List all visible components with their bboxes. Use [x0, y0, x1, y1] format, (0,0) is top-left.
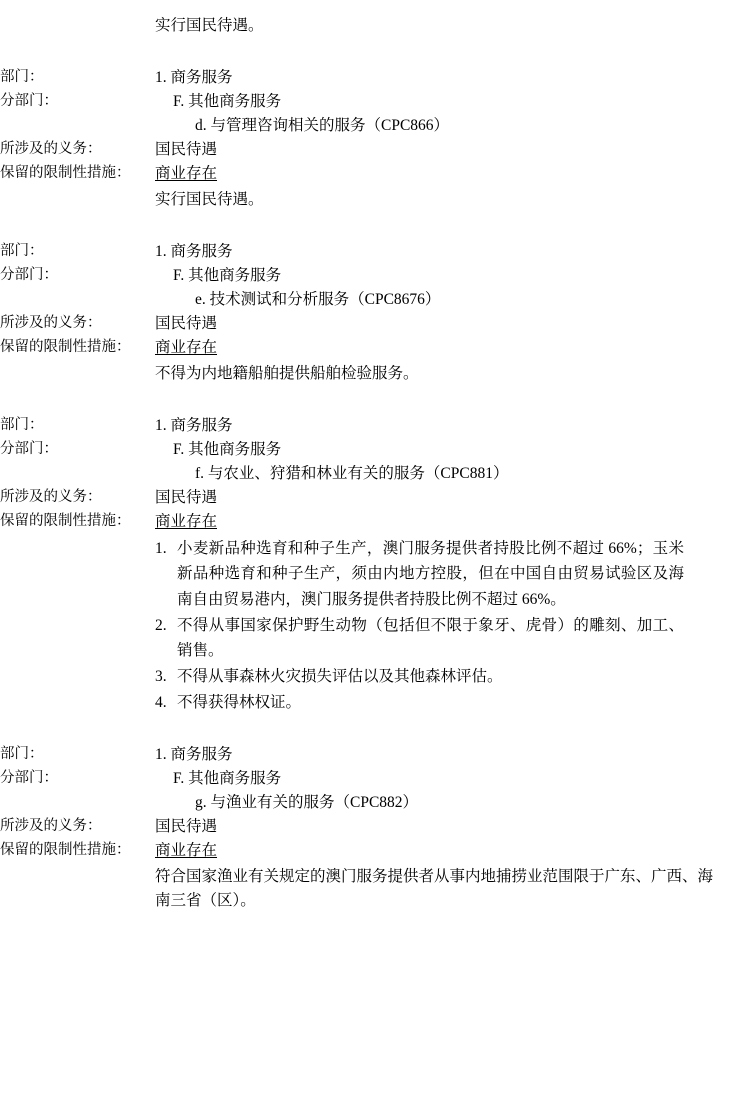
sector-row	[0, 66, 714, 90]
measures-text: 实行国民待遇。	[155, 191, 264, 209]
subsector-label: 分部门：	[0, 441, 58, 458]
item-row	[0, 114, 714, 138]
top-continuation-text: 实行国民待遇。	[155, 17, 264, 34]
obligations-row	[0, 312, 714, 336]
obligations-label: 所涉及的义务：	[0, 818, 102, 835]
sector-row	[0, 414, 714, 438]
commitment-entry	[0, 414, 714, 715]
subsector-value: F. 其他商务服务	[173, 267, 282, 285]
obligations-value: 国民待遇	[155, 818, 218, 836]
obligations-label: 所涉及的义务：	[0, 315, 102, 332]
sector-value: 1. 商务服务	[155, 746, 233, 764]
subsector-row	[0, 264, 714, 288]
obligations-row	[0, 815, 714, 839]
sector-row	[0, 743, 714, 767]
sector-label: 部门：	[0, 69, 44, 86]
obligations-value: 国民待遇	[155, 141, 218, 159]
sector-label: 部门：	[0, 243, 44, 260]
sector-label: 部门：	[0, 746, 44, 763]
measures-list-item: 小麦新品种选育和种子生产，澳门服务提供者持股比例不超过 66%；玉米新品种选育和种子生产，须由内地方控股，但在中国自由贸易试验区及海南自由贸易港内，澳门服务提供者持股比例不超过 66%。	[177, 540, 684, 608]
sector-row	[0, 240, 714, 264]
subsector-value: F. 其他商务服务	[173, 93, 282, 111]
commitment-entry	[0, 240, 714, 386]
item-value: d. 与管理咨询相关的服务（CPC866）	[195, 117, 450, 135]
measures-row	[0, 162, 714, 186]
measures-label: 保留的限制性措施：	[0, 339, 131, 356]
measures-heading: 商业存在	[155, 339, 218, 357]
subsector-row	[0, 767, 714, 791]
measures-label: 保留的限制性措施：	[0, 513, 131, 530]
measures-row	[0, 839, 714, 863]
item-row	[0, 288, 714, 312]
measures-label: 保留的限制性措施：	[0, 842, 131, 859]
measures-row	[0, 336, 714, 360]
sector-value: 1. 商务服务	[155, 417, 233, 435]
measures-list-item: 不得获得林权证。	[177, 693, 302, 711]
sector-value: 1. 商务服务	[155, 243, 233, 261]
obligations-label: 所涉及的义务：	[0, 141, 102, 158]
measures-heading: 商业存在	[155, 842, 218, 860]
subsector-label: 分部门：	[0, 93, 58, 110]
sector-value: 1. 商务服务	[155, 69, 233, 87]
subsector-row	[0, 438, 714, 462]
item-row	[0, 791, 714, 815]
subsector-value: F. 其他商务服务	[173, 441, 282, 459]
obligations-value: 国民待遇	[155, 315, 218, 333]
measures-list	[0, 536, 714, 715]
item-value: f. 与农业、狩猎和林业有关的服务（CPC881）	[195, 465, 509, 483]
commitment-entry	[0, 66, 714, 212]
measures-heading: 商业存在	[155, 165, 218, 183]
subsector-row	[0, 90, 714, 114]
item-value: e. 技术测试和分析服务（CPC8676）	[195, 291, 441, 309]
obligations-row	[0, 138, 714, 162]
measures-text: 不得为内地籍船舶提供船舶检验服务。	[155, 365, 419, 383]
measures-row	[0, 510, 714, 534]
commitment-entry	[0, 743, 714, 913]
measures-list-item: 不得从事国家保护野生动物（包括但不限于象牙、虎骨）的雕刻、加工、销售。	[177, 616, 684, 659]
subsector-label: 分部门：	[0, 267, 58, 284]
subsector-label: 分部门：	[0, 770, 58, 787]
measures-label: 保留的限制性措施：	[0, 165, 131, 182]
subsector-value: F. 其他商务服务	[173, 770, 282, 788]
measures-heading: 商业存在	[155, 513, 218, 531]
measures-text: 符合国家渔业有关规定的澳门服务提供者从事内地捕捞业范围限于广东、广西、海南三省（区）。	[155, 868, 714, 910]
obligations-label: 所涉及的义务：	[0, 489, 102, 506]
obligations-value: 国民待遇	[155, 489, 218, 507]
sector-label: 部门：	[0, 417, 44, 434]
item-value: g. 与渔业有关的服务（CPC882）	[195, 794, 419, 812]
obligations-row	[0, 486, 714, 510]
item-row	[0, 462, 714, 486]
measures-list-item: 不得从事森林火灾损失评估以及其他森林评估。	[177, 667, 503, 685]
